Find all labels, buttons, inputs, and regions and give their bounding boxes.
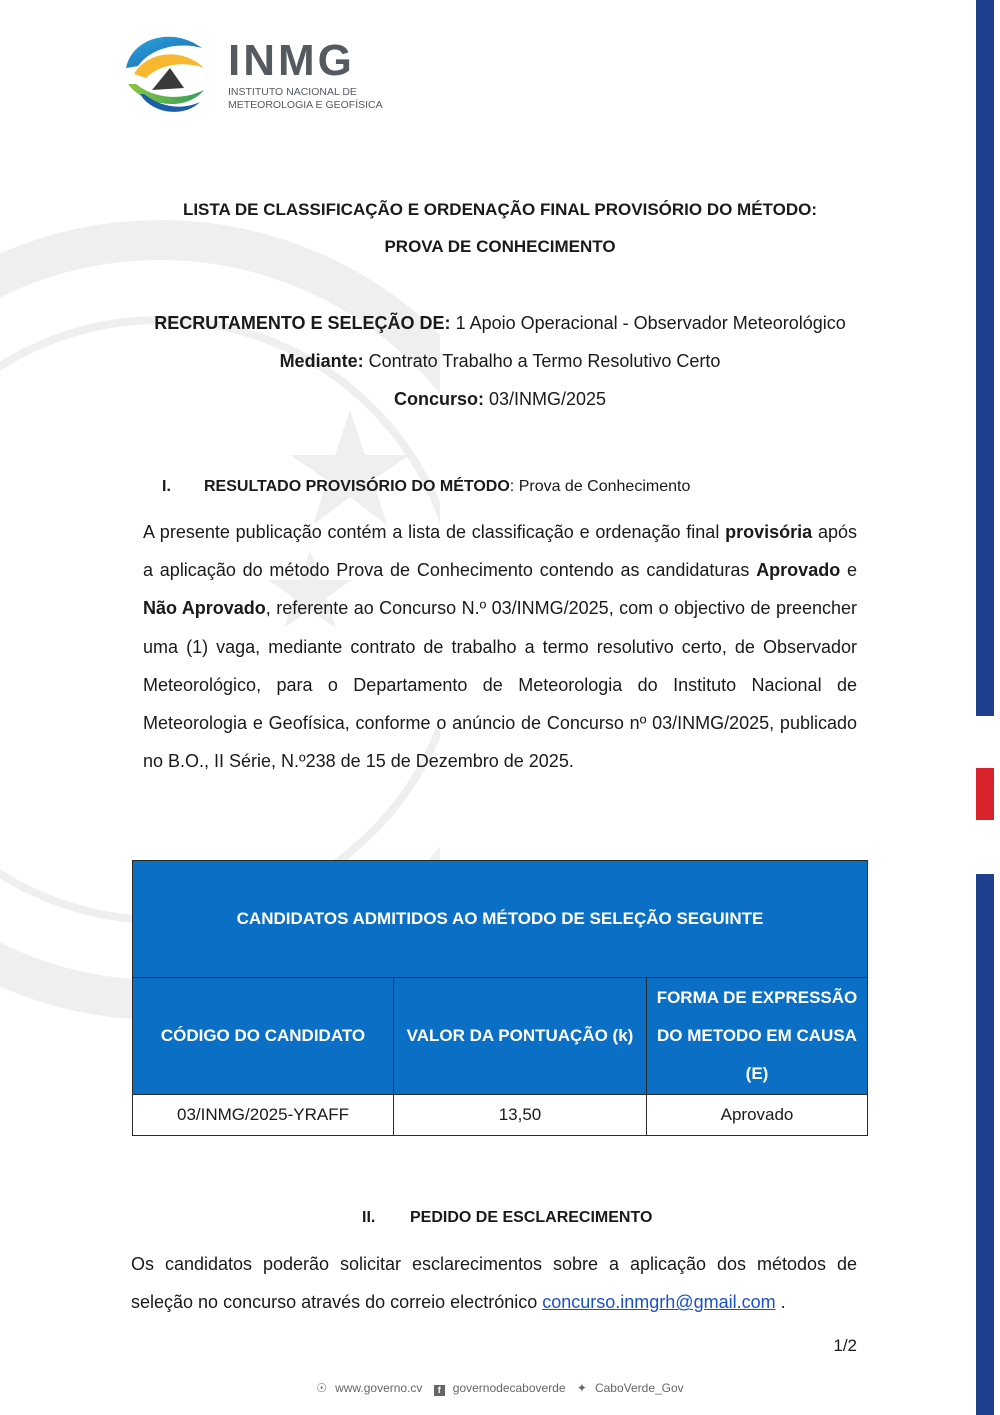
facebook-icon: f — [434, 1385, 445, 1396]
footer-twitter[interactable]: CaboVerde_Gov — [594, 1381, 684, 1395]
para-text: e — [840, 560, 857, 581]
concurso-line — [0, 389, 1000, 410]
logo-wordmark: INMG — [228, 36, 355, 85]
logo-emblem-icon — [122, 28, 208, 118]
inmg-logo — [122, 28, 392, 120]
para-bold-aprovado: Aprovado — [756, 560, 841, 581]
contract-label: Mediante: — [279, 351, 364, 371]
side-bar-red — [976, 768, 994, 820]
section-1-heading — [162, 478, 690, 496]
table-row — [133, 1095, 868, 1136]
cell-result: Aprovado — [647, 1095, 868, 1136]
section-2-title: PEDIDO DE ESCLARECIMENTO — [410, 1209, 653, 1226]
para-text: após a aplicação do método Prova de Conhecimento contendo as candidaturas — [143, 522, 857, 581]
table-header: CANDIDATOS ADMITIDOS AO MÉTODO DE SELEÇÃO SEGUINTE — [133, 861, 868, 978]
page-number: 1/2 — [833, 1336, 857, 1355]
results-table — [132, 860, 868, 1136]
cell-candidate-code: 03/INMG/2025-YRAFF — [133, 1095, 394, 1136]
footer-website[interactable]: www.governo.cv — [335, 1381, 423, 1395]
concurso-value: 03/INMG/2025 — [483, 389, 607, 409]
email-link[interactable]: concurso.inmgrh@gmail.com — [542, 1292, 776, 1313]
section-1-number: I. — [162, 478, 171, 495]
recruitment-line — [0, 313, 1000, 334]
cell-score: 13,50 — [394, 1095, 647, 1136]
contract-value: Contrato Trabalho a Termo Resolutivo Certo — [363, 351, 721, 371]
section-1-paragraph — [143, 513, 857, 780]
section-1-subtitle: : Prova de Conhecimento — [509, 478, 691, 495]
recruitment-value: 1 Apoio Operacional - Observador Meteorológico — [450, 313, 846, 333]
footer-facebook[interactable]: governodecaboverde — [452, 1381, 566, 1395]
document-title-line-2: PROVA DE CONHECIMENTO — [384, 237, 616, 256]
section-2-heading — [362, 1209, 652, 1227]
contract-line — [0, 351, 1000, 372]
section-2-number: II. — [362, 1209, 376, 1226]
para-text: . — [775, 1292, 786, 1313]
column-header-result: FORMA DE EXPRESSÃO DO METODO EM CAUSA (E) — [647, 978, 868, 1095]
recruitment-label: RECRUTAMENTO E SELEÇÃO DE: — [154, 313, 451, 333]
para-text: A presente publicação contém a lista de classificação e ordenação final — [143, 522, 726, 542]
footer — [0, 1381, 1000, 1396]
para-bold-nao-aprovado: Não Aprovado — [143, 598, 266, 619]
column-header-score: VALOR DA PONTUAÇÃO (k) — [394, 978, 647, 1095]
twitter-icon: ✦ — [576, 1381, 587, 1395]
para-bold-provisoria: provisória — [725, 522, 813, 542]
section-2-paragraph — [131, 1245, 857, 1321]
column-header-code: CÓDIGO DO CANDIDATO — [133, 978, 394, 1095]
section-1-title: RESULTADO PROVISÓRIO DO MÉTODO — [204, 478, 510, 495]
concurso-label: Concurso: — [393, 389, 484, 409]
side-bar-blue-bottom — [976, 874, 994, 1415]
para-text: , referente ao Concurso N.º 03/INMG/2025, com o objectivo de preencher uma (1) vaga, mediante contrato de trabalho a termo resolutivo certo, de Observador Meteorológico, para o Departamento de Meteorologia do Instituto Nacional de Meteorologia e Geofísica, conforme o anúncio de Concurso nº 03/INMG/2025, publicado no B.O., II Série, N.º238 de 15 de Dezembro de 2025. — [143, 598, 857, 772]
logo-subtitle: INSTITUTO NACIONAL DE METEOROLOGIA E GEOFÍSICA — [228, 86, 383, 111]
para-text: Os candidatos poderão solicitar esclarecimentos sobre a aplicação dos métodos de seleção no concurso através do correio electrónico — [131, 1254, 857, 1313]
document-title-line-1: LISTA DE CLASSIFICAÇÃO E ORDENAÇÃO FINAL PROVISÓRIO DO MÉTODO: — [182, 200, 818, 219]
globe-icon: ☉ — [316, 1381, 328, 1395]
